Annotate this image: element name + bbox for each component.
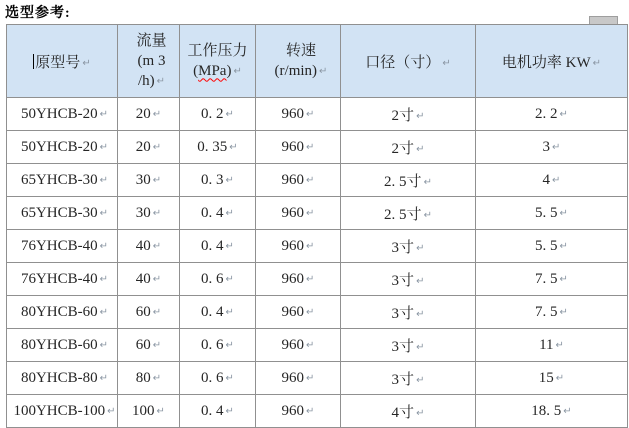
- end-of-cell-mark: ↵: [306, 108, 315, 120]
- end-of-cell-mark: ↵: [152, 141, 162, 153]
- cell-speed[interactable]: 960 ↵: [256, 197, 341, 230]
- table-row: [7, 329, 628, 362]
- end-of-cell-mark: ↵: [416, 407, 425, 419]
- cell-diameter[interactable]: 2寸 ↵: [341, 131, 476, 164]
- header-model-label: 原型号: [35, 54, 81, 71]
- header-diameter[interactable]: [341, 25, 476, 98]
- end-of-cell-mark: ↵: [99, 108, 109, 120]
- end-of-cell-mark: ↵: [306, 273, 315, 285]
- cell-pressure[interactable]: 0. 4 ↵: [180, 296, 256, 329]
- end-of-cell-mark: ↵: [306, 174, 315, 186]
- end-of-cell-mark: ↵: [152, 372, 162, 384]
- cell-speed[interactable]: 960 ↵: [256, 230, 341, 263]
- header-diameter-label: 口径（寸）: [365, 54, 441, 71]
- cell-diameter[interactable]: 4寸 ↵: [341, 395, 476, 428]
- table-row: [7, 263, 628, 296]
- end-of-cell-mark: ↵: [225, 174, 234, 186]
- end-of-cell-mark: ↵: [416, 308, 425, 320]
- cell-pressure[interactable]: 0. 6 ↵: [180, 362, 256, 395]
- cell-speed[interactable]: 960 ↵: [256, 164, 341, 197]
- table-row: [7, 131, 628, 164]
- cell-power[interactable]: 5. 5 ↵: [476, 197, 628, 230]
- cell-model[interactable]: 65YHCB-30 ↵: [7, 197, 118, 230]
- cell-model[interactable]: 50YHCB-20 ↵: [7, 98, 118, 131]
- cell-diameter[interactable]: 2. 5寸 ↵: [341, 164, 476, 197]
- cell-speed[interactable]: 960 ↵: [256, 263, 341, 296]
- cell-power[interactable]: 4 ↵: [476, 164, 628, 197]
- header-flow-line1: 流量: [136, 32, 167, 49]
- cell-model[interactable]: 76YHCB-40 ↵: [7, 263, 118, 296]
- cell-flow[interactable]: 30 ↵: [118, 164, 180, 197]
- header-power-label: 电机功率 KW: [501, 54, 591, 71]
- cell-model[interactable]: 80YHCB-60 ↵: [7, 296, 118, 329]
- end-of-cell-mark: ↵: [156, 405, 165, 417]
- cell-flow[interactable]: 100 ↵: [118, 395, 180, 428]
- cell-power[interactable]: 2. 2 ↵: [476, 98, 628, 131]
- header-flow-line3: /h) ↵: [137, 72, 166, 89]
- end-of-cell-mark: ↵: [559, 108, 568, 120]
- cell-model[interactable]: 65YHCB-30 ↵: [7, 164, 118, 197]
- end-of-cell-mark: ↵: [559, 306, 568, 318]
- end-of-cell-mark: ↵: [423, 176, 432, 188]
- end-of-cell-mark: ↵: [592, 57, 602, 69]
- table-row: [7, 395, 628, 428]
- header-flow[interactable]: [118, 25, 180, 98]
- cell-speed[interactable]: 960 ↵: [256, 362, 341, 395]
- end-of-cell-mark: ↵: [306, 306, 315, 318]
- cell-model[interactable]: 50YHCB-20 ↵: [7, 131, 118, 164]
- end-of-cell-mark: ↵: [225, 273, 234, 285]
- end-of-cell-mark: ↵: [559, 240, 568, 252]
- end-of-cell-mark: ↵: [423, 209, 432, 221]
- end-of-cell-mark: ↵: [225, 306, 234, 318]
- end-of-cell-mark: ↵: [225, 405, 234, 417]
- end-of-cell-mark: ↵: [306, 240, 315, 252]
- table-row: [7, 164, 628, 197]
- cell-model[interactable]: 76YHCB-40 ↵: [7, 230, 118, 263]
- end-of-cell-mark: ↵: [99, 372, 109, 384]
- end-of-cell-mark: ↵: [233, 65, 242, 77]
- end-of-cell-mark: ↵: [107, 405, 116, 417]
- cell-power[interactable]: 11 ↵: [476, 329, 628, 362]
- table-header: [7, 25, 628, 98]
- cell-power[interactable]: 3 ↵: [476, 131, 628, 164]
- cell-flow[interactable]: 40 ↵: [118, 230, 180, 263]
- table-body: [7, 98, 628, 428]
- cell-flow[interactable]: 20 ↵: [118, 98, 180, 131]
- end-of-cell-mark: ↵: [99, 339, 109, 351]
- end-of-cell-mark: ↵: [416, 341, 425, 353]
- end-of-cell-mark: ↵: [225, 207, 234, 219]
- end-of-cell-mark: ↵: [552, 174, 561, 186]
- end-of-cell-mark: ↵: [416, 374, 425, 386]
- header-speed-line2: (r/min) ↵: [274, 62, 328, 79]
- cell-speed[interactable]: 960 ↵: [256, 296, 341, 329]
- cell-power[interactable]: 18. 5 ↵: [476, 395, 628, 428]
- end-of-cell-mark: ↵: [99, 174, 109, 186]
- end-of-cell-mark: ↵: [152, 339, 162, 351]
- end-of-cell-mark: ↵: [416, 242, 425, 254]
- cell-model[interactable]: 100YHCB-100 ↵: [7, 395, 118, 428]
- end-of-cell-mark: ↵: [225, 372, 234, 384]
- end-of-cell-mark: ↵: [156, 75, 166, 87]
- end-of-cell-mark: ↵: [152, 306, 162, 318]
- end-of-cell-mark: ↵: [306, 405, 315, 417]
- end-of-cell-mark: ↵: [552, 141, 561, 153]
- cell-speed[interactable]: 960 ↵: [256, 329, 341, 362]
- end-of-cell-mark: ↵: [152, 174, 162, 186]
- cell-flow[interactable]: 60 ↵: [118, 329, 180, 362]
- end-of-cell-mark: ↵: [306, 372, 315, 384]
- header-power[interactable]: [476, 25, 628, 98]
- cell-diameter[interactable]: 3寸 ↵: [341, 263, 476, 296]
- cell-speed[interactable]: 960 ↵: [256, 395, 341, 428]
- cell-diameter[interactable]: 3寸 ↵: [341, 296, 476, 329]
- cell-diameter[interactable]: 3寸 ↵: [341, 329, 476, 362]
- end-of-cell-mark: ↵: [152, 240, 162, 252]
- end-of-cell-mark: ↵: [225, 240, 234, 252]
- cell-pressure[interactable]: 0. 2 ↵: [180, 98, 256, 131]
- end-of-cell-mark: ↵: [416, 143, 425, 155]
- end-of-cell-mark: ↵: [442, 57, 451, 69]
- end-of-cell-mark: ↵: [306, 141, 315, 153]
- header-row: [7, 25, 628, 98]
- end-of-cell-mark: ↵: [225, 339, 234, 351]
- cell-power[interactable]: 15 ↵: [476, 362, 628, 395]
- cell-power[interactable]: 5. 5 ↵: [476, 230, 628, 263]
- cell-model[interactable]: 80YHCB-80 ↵: [7, 362, 118, 395]
- cell-pressure[interactable]: 0. 4 ↵: [180, 230, 256, 263]
- end-of-cell-mark: ↵: [99, 141, 109, 153]
- table-row: [7, 230, 628, 263]
- page-title[interactable]: 选型参考:: [5, 6, 71, 21]
- header-speed[interactable]: [256, 25, 341, 98]
- cell-model[interactable]: 80YHCB-60 ↵: [7, 329, 118, 362]
- cell-pressure[interactable]: 0. 6 ↵: [180, 263, 256, 296]
- end-of-cell-mark: ↵: [225, 108, 234, 120]
- end-of-cell-mark: ↵: [563, 405, 572, 417]
- cell-diameter[interactable]: 2. 5寸 ↵: [341, 197, 476, 230]
- end-of-cell-mark: ↵: [152, 207, 162, 219]
- end-of-cell-mark: ↵: [416, 275, 425, 287]
- cell-pressure[interactable]: 0. 35 ↵: [180, 131, 256, 164]
- cell-flow[interactable]: 40 ↵: [118, 263, 180, 296]
- end-of-cell-mark: ↵: [99, 207, 109, 219]
- cell-pressure[interactable]: 0. 6 ↵: [180, 329, 256, 362]
- header-flow-line2: (m 3: [137, 52, 166, 69]
- cell-power[interactable]: 7. 5 ↵: [476, 296, 628, 329]
- header-pressure-line2: (MPa) ↵: [193, 62, 242, 79]
- cell-flow[interactable]: 60 ↵: [118, 296, 180, 329]
- cell-pressure[interactable]: 0. 4 ↵: [180, 197, 256, 230]
- end-of-cell-mark: ↵: [306, 339, 315, 351]
- end-of-cell-mark: ↵: [306, 207, 315, 219]
- end-of-cell-mark: ↵: [416, 110, 425, 122]
- end-of-cell-mark: ↵: [559, 207, 568, 219]
- cell-speed[interactable]: 960 ↵: [256, 131, 341, 164]
- selection-handle-icon[interactable]: [589, 16, 618, 24]
- cell-power[interactable]: 7. 5 ↵: [476, 263, 628, 296]
- cell-diameter[interactable]: 2寸 ↵: [341, 98, 476, 131]
- cell-pressure[interactable]: 0. 3 ↵: [180, 164, 256, 197]
- end-of-cell-mark: ↵: [152, 108, 162, 120]
- end-of-cell-mark: ↵: [99, 273, 109, 285]
- cell-diameter[interactable]: 3寸 ↵: [341, 230, 476, 263]
- header-model[interactable]: [7, 25, 118, 98]
- end-of-cell-mark: ↵: [229, 141, 238, 153]
- cell-pressure[interactable]: 0. 4 ↵: [180, 395, 256, 428]
- end-of-cell-mark: ↵: [99, 306, 109, 318]
- table-row: [7, 197, 628, 230]
- cell-speed[interactable]: 960 ↵: [256, 98, 341, 131]
- end-of-cell-mark: ↵: [319, 65, 328, 77]
- cell-flow[interactable]: 30 ↵: [118, 197, 180, 230]
- end-of-cell-mark: ↵: [152, 273, 162, 285]
- end-of-cell-mark: ↵: [559, 273, 568, 285]
- cell-flow[interactable]: 20 ↵: [118, 131, 180, 164]
- end-of-cell-mark: ↵: [82, 57, 91, 69]
- spellcheck-word: MPa: [198, 62, 227, 79]
- cell-diameter[interactable]: 3寸 ↵: [341, 362, 476, 395]
- end-of-cell-mark: ↵: [555, 339, 564, 351]
- pump-selection-table: [6, 24, 628, 428]
- table-row: [7, 362, 628, 395]
- end-of-cell-mark: ↵: [99, 240, 109, 252]
- header-speed-line1: 转速: [285, 42, 316, 59]
- table-row: [7, 296, 628, 329]
- table-row: [7, 98, 628, 131]
- header-pressure-line1: 工作压力: [187, 42, 248, 59]
- end-of-cell-mark: ↵: [555, 372, 565, 384]
- header-pressure[interactable]: [180, 25, 256, 98]
- cell-flow[interactable]: 80 ↵: [118, 362, 180, 395]
